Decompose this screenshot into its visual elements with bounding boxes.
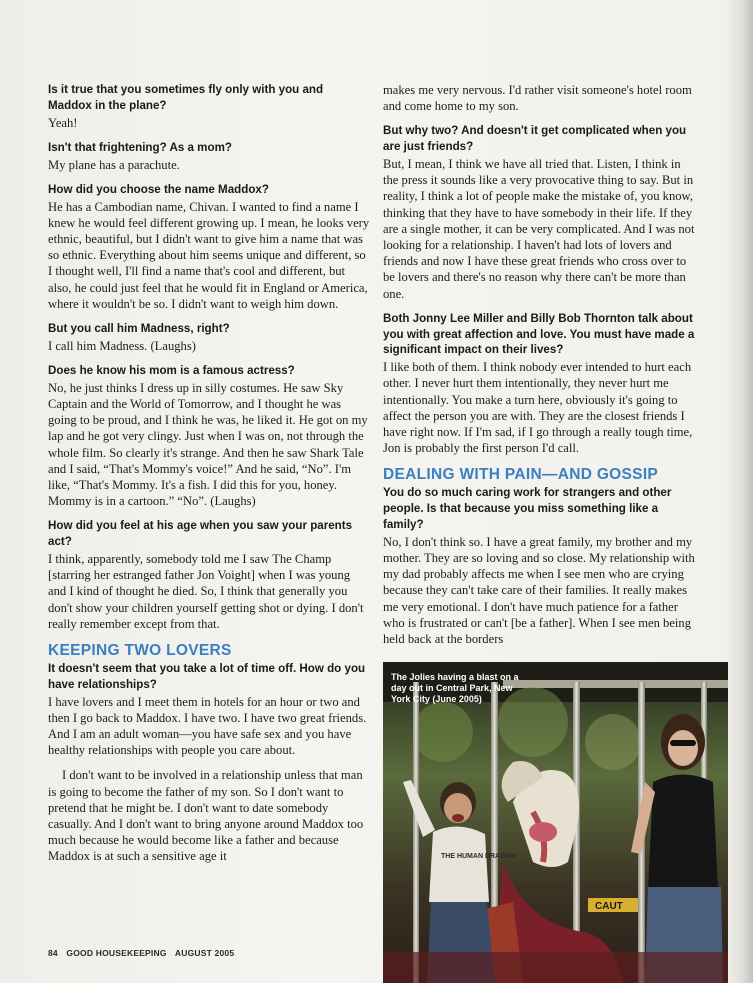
left-column bbox=[48, 82, 370, 874]
interview-answer: He has a Cambodian name, Chivan. I wanted to find a name I knew he would feel different growing up. I mean, he looks very ethnic, beautiful, but I didn't want to give him a name that was so ethnic. Everything about him seems unique and different, so I thought well, I'll find a name that's cool and different, but also, he could just feel that he would fit in England or America, where it wouldn't be so. I didn't want to weigh him down. bbox=[48, 199, 370, 311]
interview-answer: I don't want to be involved in a relationship unless that man is going to become the father of my son. So I don't want to pretend that he might be. I don't want to date somebody casually. And I don't want to bring anyone around Maddox too much because he would become like a father and because Maddox is at such a sensitive age it bbox=[48, 768, 364, 864]
carousel-photo bbox=[383, 662, 728, 983]
section-heading: DEALING WITH PAIN—AND GOSSIP bbox=[383, 466, 659, 484]
interview-answer: Yeah! bbox=[48, 115, 78, 130]
interview-question: But why two? And doesn't it get complicated when you are just friends? bbox=[383, 124, 687, 154]
interview-answer: I have lovers and I meet them in hotels for an hour or two and then I go back to Maddox. I have two. I have two great friends. And I am an adult woman—you have safe sex and you have healthy relationships with people you care about. bbox=[48, 694, 367, 758]
interview-answer: I call him Madness. (Laughs) bbox=[48, 338, 196, 353]
interview-question: It doesn't seem that you take a lot of time off. How do you have relationships? bbox=[48, 662, 366, 691]
page-number: 84 bbox=[48, 948, 58, 958]
section-heading: KEEPING TWO LOVERS bbox=[48, 642, 232, 660]
interview-question: How did you choose the name Maddox? bbox=[48, 182, 269, 196]
interview-question: Does he know his mom is a famous actress? bbox=[48, 364, 295, 378]
interview-question: But you call him Madness, right? bbox=[48, 322, 230, 336]
caution-sign-text: CAUT bbox=[595, 901, 623, 912]
interview-answer: I think, apparently, somebody told me I saw The Champ [starring her estranged father Jon Voight] when I was young and I kind of thought he died. So, I think that generally you don't show your children yourself getting shot or dying. I don't really remember except from that. bbox=[48, 552, 364, 631]
photo-caption: The Jolies having a blast on a day out in Central Park, New York City (June 2005) bbox=[391, 672, 519, 704]
interview-question: Isn't that frightening? As a mom? bbox=[48, 140, 232, 154]
interview-answer: No, I don't think so. I have a great family, my brother and my mother. They are so loving and so close. My relationship with my dad probably affects me when I see men who are crying because they can't take care of their families. It really makes me very emotional. I don't have much patience for a father who is frustrated or can't [be a father]. When I see men being held back at the borders bbox=[383, 534, 695, 647]
page-footer bbox=[48, 948, 240, 958]
magazine-name: GOOD HOUSEKEEPING bbox=[66, 948, 167, 958]
interview-answer: But, I mean, I think we have all tried that. Listen, I think in the press it sounds like a very provocative thing to say. But in reality, I think a lot of people make the mistake of, you know, thinking that they have to have somebody in their life. If they are a single mother, it can be very complicated. And I was not looking for a relationship. I haven't had lots of lovers and friends and now I have these great friends who cross over to be lovers and there's no reason why there can't be more than one. bbox=[383, 157, 695, 301]
interview-question: You do so much caring work for strangers and other people. Is that because you miss something like a family? bbox=[383, 486, 672, 532]
interview-answer: No, he just thinks I dress up in silly costumes. He saw Sky Captain and the World of Tomorrow, and I thought he was going to be proud, and I think he was, he liked it. He got on my lap and he got very clingy. Just when I was on, not through the whole film. So clearly it's strange. And then he saw Shark Tale and I said, “That's Mommy's voice!” And he said, “No”. I'm like, “That's Mommy. It's a fish. I did this for you, honey. Mommy is in a cartoon.” “No”. (Laughs) bbox=[48, 380, 368, 509]
issue-date: AUGUST 2005 bbox=[174, 948, 235, 958]
interview-answer: makes me very nervous. I'd rather visit someone's hotel room and come home to my son. bbox=[383, 83, 692, 114]
interview-answer: I like both of them. I think nobody ever intended to hurt each other. I never hurt them intentionally, they never hurt me intentionally. You make a turn here, obviously it's going to affect the person you are with. They are the closest friends I have right now. If I'm sad, if I go through a really tough time, Jon is probably the first person I'd call. bbox=[383, 360, 693, 456]
interview-question: Both Jonny Lee Miller and Billy Bob Thornton talk about you with great affection and love. You must have made a significant impact on their lives? bbox=[383, 311, 695, 357]
page-gutter-shadow bbox=[725, 0, 753, 983]
shirt-text: THE HUMAN DRAGON bbox=[441, 853, 517, 860]
carousel-scene-image bbox=[383, 662, 728, 983]
right-column bbox=[383, 82, 699, 656]
interview-question: How did you feel at his age when you saw your parents act? bbox=[48, 519, 353, 549]
interview-answer: My plane has a parachute. bbox=[48, 157, 180, 172]
interview-question: Is it true that you sometimes fly only with you and Maddox in the plane? bbox=[48, 83, 324, 112]
